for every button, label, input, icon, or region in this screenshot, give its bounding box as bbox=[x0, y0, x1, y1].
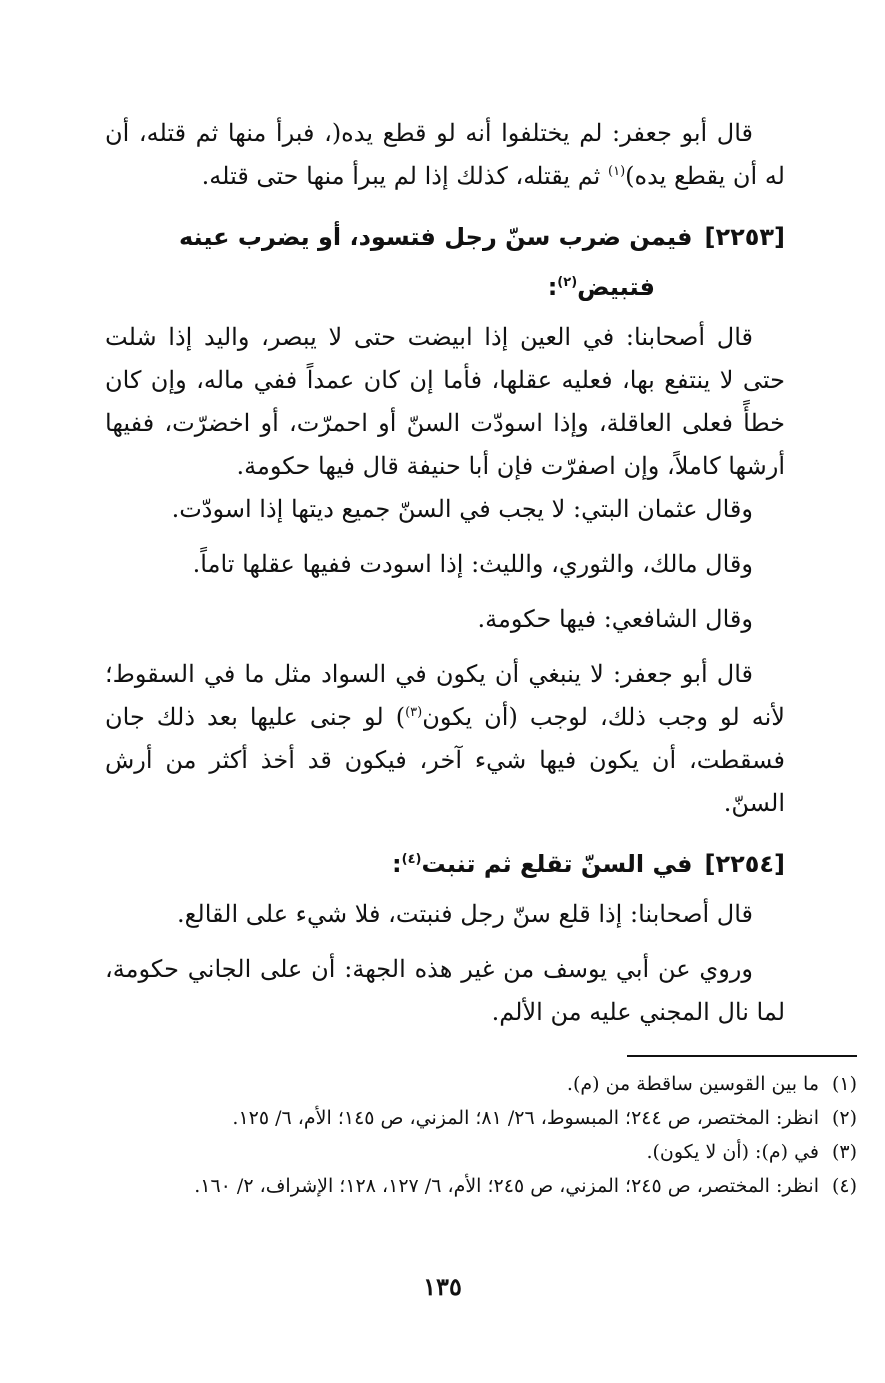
footnote-text: انظر: المختصر، ص ٢٤٤؛ المبسوط، ٢٦/ ٨١؛ المزني، ص ١٤٥؛ الأم، ٦/ ١٢٥. bbox=[232, 1107, 819, 1129]
section-title-end: فتبيض bbox=[577, 273, 655, 301]
paragraph-5: وقال الشافعي: فيها حكومة. bbox=[477, 605, 753, 633]
section-title: في السنّ تقلع ثم تنبت bbox=[421, 850, 693, 878]
paragraph-7: قال أصحابنا: إذا قلع سنّ رجل فنبتت، فلا شيء على القالع. bbox=[177, 900, 753, 928]
footnote-number: (٤) bbox=[831, 1175, 857, 1197]
page-number: ١٣٥ bbox=[423, 1272, 462, 1301]
section-title: فيمن ضرب سنّ رجل فتسود، أو يضرب عينه bbox=[179, 223, 693, 251]
paragraph-6 bbox=[105, 653, 785, 825]
section-title-continued bbox=[105, 262, 785, 312]
footnotes bbox=[105, 1055, 857, 1203]
text-run: قال أبو جعفر: لا ينبغي أن يكون في السواد مثل ما في السقوط؛ لأنه لو وجب ذلك، لوجب (أن يكون bbox=[105, 660, 785, 731]
paragraph-1 bbox=[105, 112, 785, 198]
footnote-number: (١) bbox=[831, 1073, 857, 1095]
footnote bbox=[105, 1101, 857, 1135]
section-heading-2254 bbox=[105, 839, 785, 889]
heading-colon: : bbox=[392, 850, 402, 878]
paragraph-3: وقال عثمان البتي: لا يجب في السنّ جميع ديتها إذا اسودّت. bbox=[171, 495, 753, 523]
footnote-number: (٣) bbox=[831, 1141, 857, 1163]
paragraph-8: وروي عن أبي يوسف من غير هذه الجهة: أن على الجاني حكومة، لما نال المجني عليه من الألم. bbox=[105, 955, 785, 1026]
footnote-text: ما بين القوسين ساقطة من (م). bbox=[566, 1073, 819, 1095]
text-run: ) لو جنى عليها بعد ذلك جان فسقطت، أن يكون فيها شيء آخر، فيكون قد أخذ أكثر من أرش السنّ. bbox=[105, 703, 785, 817]
section-number: [٢٢٥٣] bbox=[704, 223, 785, 251]
text-run: قال أبو جعفر: لم يختلفوا أنه لو قطع يده(، فبرأ منها ثم قتله، أن له أن يقطع يده) bbox=[105, 119, 785, 190]
main-text bbox=[105, 112, 785, 1034]
heading-colon: : bbox=[547, 273, 558, 301]
section-heading-2253 bbox=[105, 212, 785, 312]
footnote-ref-1: (١) bbox=[608, 164, 626, 179]
footnote bbox=[105, 1135, 857, 1169]
text-run: ثم يقتله، كذلك إذا لم يبرأ منها حتى قتله. bbox=[201, 162, 608, 190]
footnote-text: انظر: المختصر، ص ٢٤٥؛ المزني، ص ٢٤٥؛ الأم، ٦/ ١٢٧، ١٢٨؛ الإشراف، ٢/ ١٦٠. bbox=[194, 1175, 819, 1197]
footnote bbox=[105, 1067, 857, 1101]
section-number: [٢٢٥٤] bbox=[704, 850, 785, 878]
paragraph-2: قال أصحابنا: في العين إذا ابيضت حتى لا يبصر، واليد إذا شلت حتى لا ينتفع بها، فعليه عقلها، فأما إن كان عمداً ففي ماله، وإن كان خطأً فعلى العاقلة، وإذا اسودّت السنّ أو احمرّت، أو اخضرّت، ففيها أرشها كاملاً، وإن اصفرّت فإن أبا حنيفة قال فيها حكومة. bbox=[105, 323, 786, 480]
footnote-number: (٢) bbox=[831, 1107, 857, 1129]
footnote-text: في (م): (أن لا يكون). bbox=[646, 1141, 819, 1163]
paragraph-4: وقال مالك، والثوري، والليث: إذا اسودت ففيها عقلها تاماً. bbox=[192, 550, 753, 578]
footnote-ref-4: (٤) bbox=[401, 852, 422, 867]
footnote-divider bbox=[627, 1055, 857, 1057]
footnote bbox=[105, 1169, 857, 1203]
footnote-ref-2: (٢) bbox=[557, 275, 578, 290]
footnote-ref-3: (٣) bbox=[405, 705, 423, 720]
